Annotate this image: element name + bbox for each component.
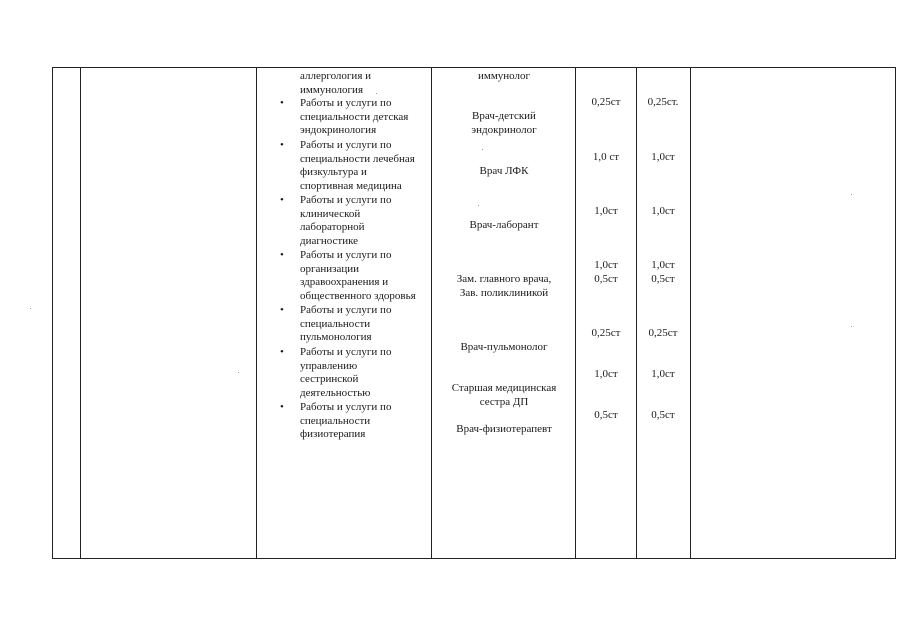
service-text-1: Работы и услуги по специальности детская эндокринология — [300, 97, 409, 136]
service-text-3: Работы и услуги по клинической лабораторной диагностике — [300, 194, 392, 247]
bullet-icon: • — [280, 194, 284, 206]
bullet-icon: • — [280, 346, 284, 358]
service-text-4: Работы и услуги по организации здравоохранения и общественного здоровья — [300, 249, 416, 302]
scan-speck — [851, 194, 852, 195]
position-text-5: Врач-пульмонолог — [460, 341, 548, 353]
column-divider-2 — [256, 67, 257, 559]
scan-speck — [482, 149, 483, 150]
position-text-3: Врач-лаборант — [469, 219, 539, 231]
position-text-0: иммунолог — [477, 70, 531, 82]
rate-a-0: 0,25ст — [591, 96, 621, 108]
rate-a-6: 0,5ст — [594, 409, 618, 421]
scan-speck — [851, 326, 852, 327]
staffing-table — [52, 67, 896, 559]
service-text-2: Работы и услуги по специальности лечебная физкультура и спортивная медицина — [300, 139, 415, 192]
rate-a-4: 0,25ст — [591, 327, 621, 339]
rate-b-2: 1,0ст — [651, 205, 675, 217]
scan-speck — [30, 308, 31, 309]
position-text-6: Старшая медицинская сестра ДП — [451, 382, 557, 408]
bullet-icon: • — [280, 97, 284, 109]
rate-a-2: 1,0ст — [594, 205, 618, 217]
column-divider-3 — [431, 67, 432, 559]
rate-b-3: 1,0ст 0,5ст — [651, 259, 675, 285]
column-divider-5 — [636, 67, 637, 559]
column-divider-1 — [80, 67, 81, 559]
position-text-2: Врач ЛФК — [479, 165, 529, 177]
rate-b-4: 0,25ст — [648, 327, 678, 339]
service-text-5: Работы и услуги по специальности пульмонология — [300, 304, 392, 343]
column-divider-6 — [690, 67, 691, 559]
rate-b-5: 1,0ст — [651, 368, 675, 380]
service-text-0: аллергология и иммунология — [300, 70, 372, 96]
rate-b-0: 0,25ст. — [647, 96, 679, 108]
rate-a-1: 1,0 ст — [592, 151, 620, 163]
service-text-7: Работы и услуги по специальности физиотерапия — [300, 401, 392, 440]
rate-a-3: 1,0ст 0,5ст — [594, 259, 618, 285]
scan-speck — [376, 93, 377, 94]
bullet-icon: • — [280, 401, 284, 413]
position-text-7: Врач-физиотерапевт — [456, 423, 552, 435]
bullet-icon: • — [280, 139, 284, 151]
position-text-1: Врач-детский эндокринолог — [471, 110, 537, 136]
scan-speck — [478, 205, 479, 206]
rate-b-6: 0,5ст — [651, 409, 675, 421]
bullet-icon: • — [280, 249, 284, 261]
rate-a-5: 1,0ст — [594, 368, 618, 380]
scan-speck — [238, 372, 239, 373]
column-divider-4 — [575, 67, 576, 559]
rate-b-1: 1,0ст — [651, 151, 675, 163]
position-text-4: Зам. главного врача, Зав. поликлиникой — [456, 273, 552, 299]
bullet-icon: • — [280, 304, 284, 316]
service-text-6: Работы и услуги по управлению сестринской деятельностью — [300, 346, 392, 399]
